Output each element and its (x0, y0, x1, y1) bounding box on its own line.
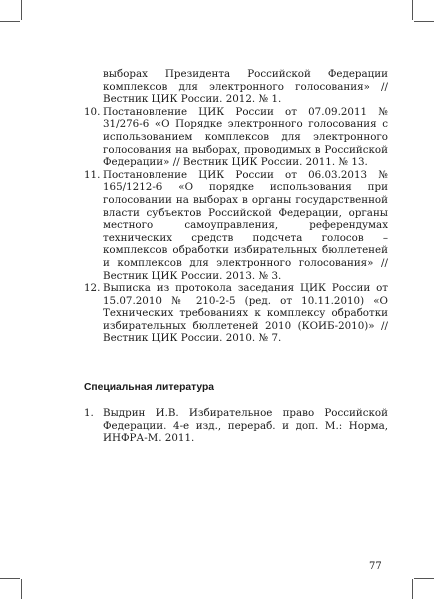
crop-mark (0, 21, 20, 22)
crop-mark (414, 578, 434, 579)
reference-text: Постановление ЦИК России от 07.09.2011 № 31/276-6 «О Порядке электронного голосования с использованием комплексов для электронного голосования на выборах, проводимых в Российской Федерации» // Вестник ЦИК России. 2011. № 13. (103, 105, 388, 169)
reference-continuation: выборах Президента Российской Федерации комплексов для электронного голосования» // Вестник ЦИК России. 2012. № 1. (103, 68, 388, 106)
reference-number: 11. (84, 168, 101, 181)
reference-item (84, 407, 388, 445)
reference-text: Постановление ЦИК России от 06.03.2013 № 165/1212-6 «О порядке использования при голосовании на выборах в органы государственной власти субъектов Российской Федерации, органы местного самоуправления, референдумах технических средств подсчета голосов – комплексов обработки избирательных бюллетеней и комплексов для электронного голосования» // Вестник ЦИК России. 2013. № 3. (103, 168, 388, 282)
crop-mark (21, 579, 22, 599)
crop-mark (412, 0, 413, 20)
reference-item (84, 106, 388, 169)
crop-mark (414, 21, 434, 22)
section-heading: Специальная литература (84, 382, 215, 394)
crop-mark (412, 579, 413, 599)
reference-number: 1. (84, 407, 94, 420)
page-body (84, 68, 388, 445)
reference-number: 12. (84, 282, 101, 295)
reference-item (84, 169, 388, 282)
reference-number: 10. (84, 105, 101, 118)
page-number: 77 (369, 561, 382, 572)
crop-mark (21, 0, 22, 20)
reference-text: Выдрин И.В. Избирательное право Российской Федерации. 4-е изд., перераб. и доп. М.: Норма, ИНФРА-М. 2011. (103, 407, 388, 445)
crop-mark (0, 578, 20, 579)
reference-item (84, 282, 388, 345)
reference-text: Выписка из протокола заседания ЦИК России от 15.07.2010 № 210-2-5 (ред. от 10.11.2010) «О Технических требованиях к комплексу обработки избирательных бюллетеней 2010 (КОИБ-2010)» // Вестник ЦИК России. 2010. № 7. (103, 282, 388, 345)
